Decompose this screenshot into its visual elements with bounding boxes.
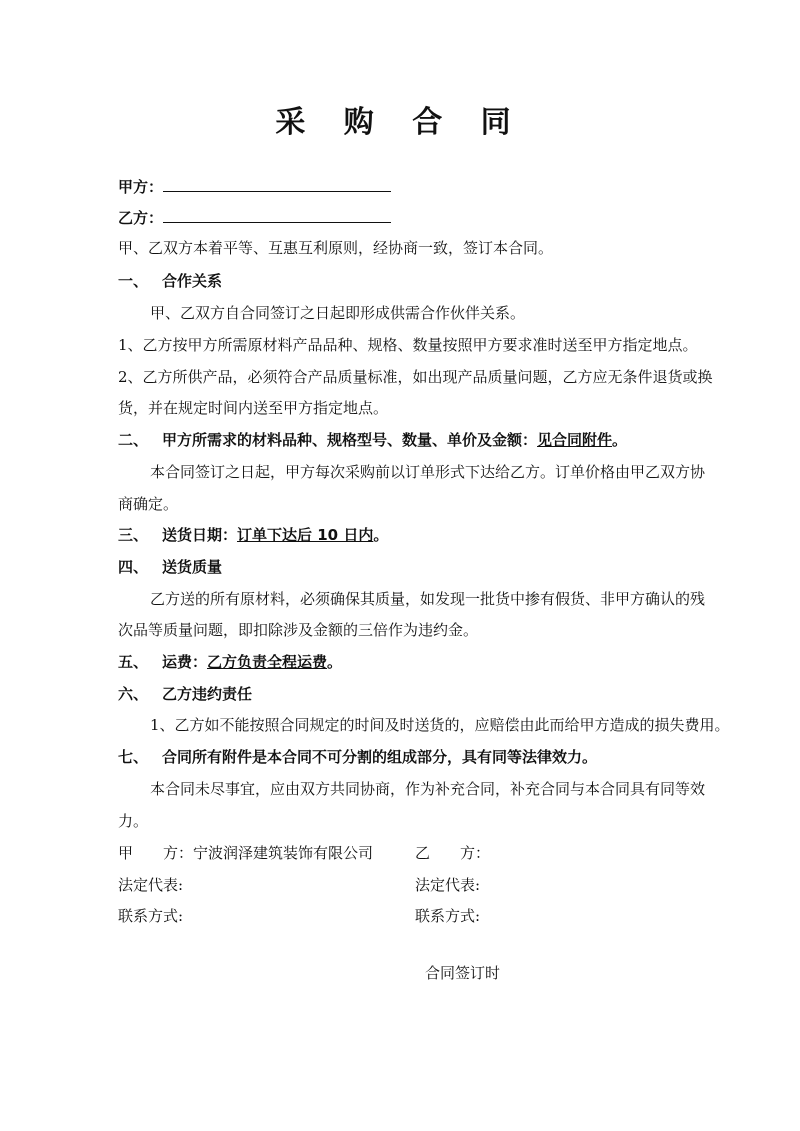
party-b-line bbox=[118, 208, 391, 228]
party-a-contact: 联系方式: bbox=[118, 907, 184, 925]
section-2-heading bbox=[118, 430, 627, 450]
party-b-label: 乙方： bbox=[118, 209, 164, 227]
document-title: 采 购 合 同 bbox=[275, 105, 525, 140]
section-1-paragraph-2: 1、乙方按甲方所需原材料产品品种、规格、数量按照甲方要求准时送至甲方指定地点。 bbox=[118, 336, 698, 354]
section-7-title: 合同所有附件是本合同不可分割的组成部分，具有同等法律效力。 bbox=[162, 748, 598, 766]
section-2-title-underlined: 见合同附件 bbox=[537, 431, 613, 449]
section-4-number: 四、 bbox=[118, 558, 149, 576]
section-2-paragraph-1b: 商确定。 bbox=[118, 495, 179, 513]
intro-paragraph: 甲、乙双方本着平等、互惠互利原则，经协商一致，签订本合同。 bbox=[118, 239, 554, 257]
section-5-title-underlined: 乙方负责全程运费 bbox=[207, 653, 328, 671]
section-7-paragraph-1b: 力。 bbox=[118, 812, 149, 830]
section-1-heading bbox=[118, 271, 222, 291]
section-5-heading bbox=[118, 652, 342, 672]
section-1-paragraph-3b: 货，并在规定时间内送至甲方指定地点。 bbox=[118, 399, 389, 417]
section-5-number: 五、 bbox=[118, 653, 149, 671]
section-1-paragraph-1: 甲、乙双方自合同签订之日起即形成供需合作伙伴关系。 bbox=[150, 304, 526, 322]
section-2-title-end: 。 bbox=[612, 431, 628, 449]
section-4-heading bbox=[118, 557, 222, 577]
section-3-title-underlined: 订单下达后 10 日内 bbox=[237, 526, 374, 544]
party-b-contact: 联系方式: bbox=[415, 907, 481, 925]
section-7-number: 七、 bbox=[118, 748, 149, 766]
party-a-representative: 法定代表: bbox=[118, 876, 184, 894]
party-b-signature: 乙 方： bbox=[415, 844, 491, 862]
section-3-title-end: 。 bbox=[373, 526, 389, 544]
section-6-title: 乙方违约责任 bbox=[162, 685, 253, 703]
section-2-number: 二、 bbox=[118, 431, 149, 449]
section-1-title: 合作关系 bbox=[162, 272, 223, 290]
party-a-line bbox=[118, 177, 391, 197]
section-7-paragraph-1a: 本合同未尽事宜，应由双方共同协商，作为补充合同，补充合同与本合同具有同等效 bbox=[150, 780, 706, 798]
section-4-paragraph-1a: 乙方送的所有原材料，必须确保其质量，如发现一批货中掺有假货、非甲方确认的残 bbox=[150, 590, 706, 608]
section-5-title-end: 。 bbox=[327, 653, 343, 671]
party-a-signature: 甲 方：宁波润泽建筑装饰有限公司 bbox=[118, 844, 374, 862]
section-5-title: 运费： bbox=[162, 653, 208, 671]
section-1-number: 一、 bbox=[118, 272, 149, 290]
party-b-representative: 法定代表: bbox=[415, 876, 481, 894]
section-4-title: 送货质量 bbox=[162, 558, 223, 576]
section-3-number: 三、 bbox=[118, 526, 149, 544]
section-7-heading bbox=[118, 747, 597, 767]
section-4-paragraph-1b: 次品等质量问题，即扣除涉及金额的三倍作为违约金。 bbox=[118, 621, 479, 639]
section-2-paragraph-1a: 本合同签订之日起，甲方每次采购前以订单形式下达给乙方。订单价格由甲乙双方协 bbox=[150, 463, 706, 481]
section-2-title: 甲方所需求的材料品种、规格型号、数量、单价及金额： bbox=[162, 431, 538, 449]
section-3-heading bbox=[118, 525, 388, 545]
party-a-blank bbox=[163, 177, 391, 192]
section-6-heading bbox=[118, 684, 252, 704]
section-1-paragraph-3a: 2、乙方所供产品，必须符合产品质量标准，如出现产品质量问题，乙方应无条件退货或换 bbox=[118, 368, 713, 386]
signing-time: 合同签订时 bbox=[425, 964, 501, 982]
section-3-title: 送货日期： bbox=[162, 526, 238, 544]
party-a-label: 甲方： bbox=[118, 178, 164, 196]
party-b-blank bbox=[163, 208, 391, 223]
section-6-number: 六、 bbox=[118, 685, 149, 703]
section-6-paragraph-1: 1、乙方如不能按照合同规定的时间及时送货的，应赔偿由此而给甲方造成的损失费用。 bbox=[150, 716, 730, 734]
